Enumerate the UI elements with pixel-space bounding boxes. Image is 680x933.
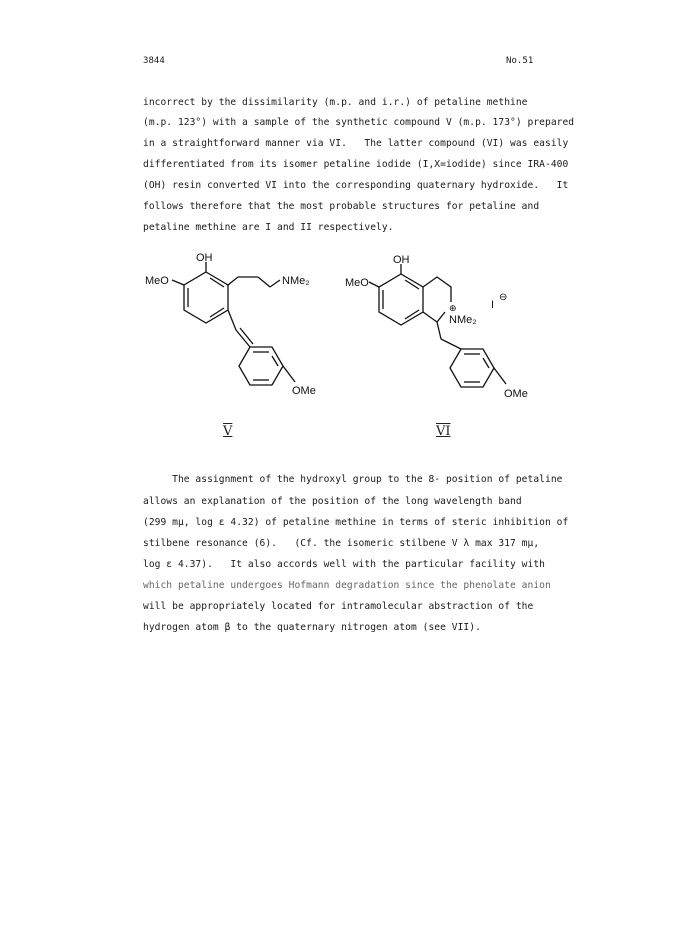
ome-label: OMe — [504, 388, 528, 400]
nme2-label: NMe₂ — [449, 314, 477, 326]
oh-label: OH — [393, 254, 410, 266]
structure-v-diagram — [140, 252, 340, 412]
oh-label: OH — [196, 252, 213, 264]
structure-vi-diagram — [345, 252, 555, 412]
cation-charge: ⊕ — [449, 303, 457, 313]
text-line: stilbene resonance (6). (Cf. the isomeric stilbene V λ max 317 mμ, — [143, 538, 540, 549]
text-line: will be appropriately located for intramolecular abstraction of the — [143, 601, 534, 612]
meo-label: MeO — [145, 275, 169, 287]
compound-label-vi: VI — [436, 424, 451, 439]
ring-b — [450, 349, 494, 387]
compound-label-v: V — [223, 424, 233, 439]
text-line: follows therefore that the most probable structures for petaline and — [143, 201, 540, 212]
anion-charge: ⊖ — [499, 292, 508, 303]
issue-number: No.51 — [506, 56, 534, 66]
text-line: hydrogen atom β to the quaternary nitrogen atom (see VII). — [143, 622, 481, 633]
nme2-label: NMe₂ — [282, 275, 310, 287]
text-line: allows an explanation of the position of the long wavelength band — [143, 496, 522, 507]
text-line: (m.p. 123°) with a sample of the synthetic compound V (m.p. 173°) prepared — [143, 117, 575, 128]
text-line: which petaline undergoes Hofmann degradation since the phenolate anion — [143, 580, 551, 591]
text-line: (299 mμ, log ε 4.32) of petaline methine in terms of steric inhibition of — [143, 517, 569, 528]
text-line: The assignment of the hydroxyl group to the 8- position of petaline — [143, 474, 563, 485]
text-line: in a straightforward manner via VI. The latter compound (VI) was easily — [143, 138, 569, 149]
text-line: incorrect by the dissimilarity (m.p. and i.r.) of petaline methine — [143, 97, 528, 108]
ring-a — [184, 272, 228, 323]
page-number: 3844 — [143, 56, 165, 66]
ome-label: OMe — [292, 385, 316, 397]
text-line: differentiated from its isomer petaline iodide (I,X=iodide) since IRA-400 — [143, 159, 569, 170]
text-line: (OH) resin converted VI into the corresponding quaternary hydroxide. It — [143, 180, 569, 191]
iodide-label: I — [491, 299, 495, 311]
meo-label: MeO — [345, 277, 369, 289]
text-line: log ε 4.37). It also accords well with the particular facility with — [143, 559, 545, 570]
text-line: petaline methine are I and II respectively. — [143, 222, 394, 233]
ring-b — [239, 347, 283, 385]
ring-a — [379, 274, 423, 325]
